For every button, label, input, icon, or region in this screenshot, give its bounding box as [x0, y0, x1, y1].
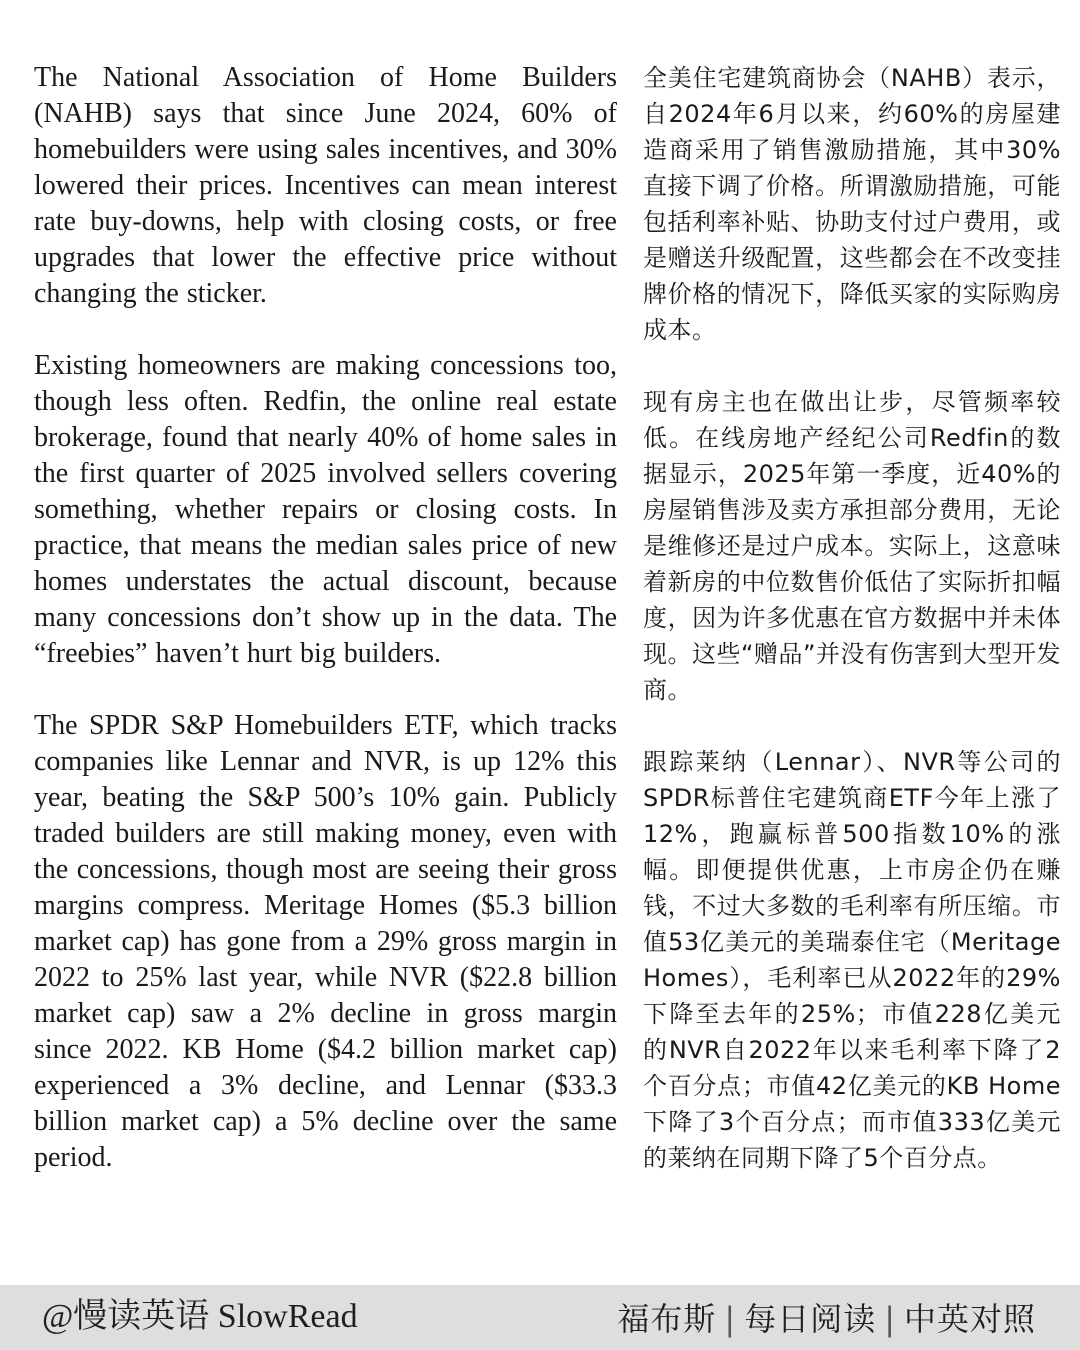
english-paragraph-1: The National Association of Home Builders (NAHB) says that since June 2024, 60% of homebuilders were using sales incentives, and 30% lowered their prices. Incentives can mean interest rate buy-downs, help with closing costs, or free upgrades that lower the effective price without changing the sticker. — [34, 62, 617, 309]
account-handle: @慢读英语 SlowRead — [42, 1298, 358, 1335]
english-column — [34, 60, 617, 1212]
footer-tags — [617, 1299, 1036, 1339]
chinese-paragraph-3: 跟踪莱纳（Lennar）、NVR等公司的SPDR标普住宅建筑商ETF今年上涨了12%，跑赢标普500指数10%的涨幅。即便提供优惠，上市房企仍在赚钱，不过大多数的毛利率有所压缩。市值53亿美元的美瑞泰住宅（Meritage Homes），毛利率已从2022年的29%下降至去年的25%；市值228亿美元的NVR自2022年以来毛利率下降了2个百分点；市值42亿美元的KB Home下降了3个百分点；而市值333亿美元的莱纳在同期下降了5个百分点。 — [643, 748, 1061, 1172]
tag-separator: | — [884, 1300, 896, 1338]
chinese-paragraph-2: 现有房主也在做出让步，尽管频率较低。在线房地产经纪公司Redfin的数据显示，2025年第一季度，近40%的房屋销售涉及卖方承担部分费用，无论是维修还是过户成本。实际上，这意味着新房的中位数售价低估了实际折扣幅度，因为许多优惠在官方数据中并未体现。这些“赠品”并没有伤害到大型开发商。 — [643, 388, 1061, 704]
tag-separator: | — [724, 1300, 737, 1338]
chinese-column — [643, 60, 1061, 1212]
tag-daily-reading: 每日阅读 — [744, 1300, 877, 1338]
tag-source: 福布斯 — [617, 1300, 717, 1338]
footer-bar — [0, 1285, 1080, 1350]
english-paragraph-2: Existing homeowners are making concessions too, though less often. Redfin, the online real estate brokerage, found that nearly 40% of home sales in the first quarter of 2025 involved sellers covering something, whether repairs or closing costs. In practice, that means the median sales price of new homes understates the actual discount, because many concessions don’t show up in the data. The “freebies” haven’t hurt big builders. — [34, 350, 617, 669]
tag-bilingual: 中英对照 — [903, 1300, 1036, 1338]
chinese-paragraph-1: 全美住宅建筑商协会（NAHB）表示，自2024年6月以来，约60%的房屋建造商采用了销售激励措施，其中30%直接下调了价格。所谓激励措施，可能包括利率补贴、协助支付过户费用，或是赠送升级配置，这些都会在不改变挂牌价格的情况下，降低买家的实际购房成本。 — [643, 64, 1061, 344]
english-paragraph-3: The SPDR S&P Homebuilders ETF, which tracks companies like Lennar and NVR, is up 12% this year, beating the S&P 500’s 10% gain. Publicly traded builders are still making money, even with the concessions, though most are seeing their gross margins compress. Meritage Homes ($5.3 billion market cap) has gone from a 29% gross margin in 2022 to 25% last year, while NVR ($22.8 billion market cap) saw a 2% decline in gross margin since 2022. KB Home ($4.2 billion market cap) experienced a 3% decline, and Lennar ($33.3 billion market cap) a 5% decline over the same period. — [34, 710, 617, 1173]
